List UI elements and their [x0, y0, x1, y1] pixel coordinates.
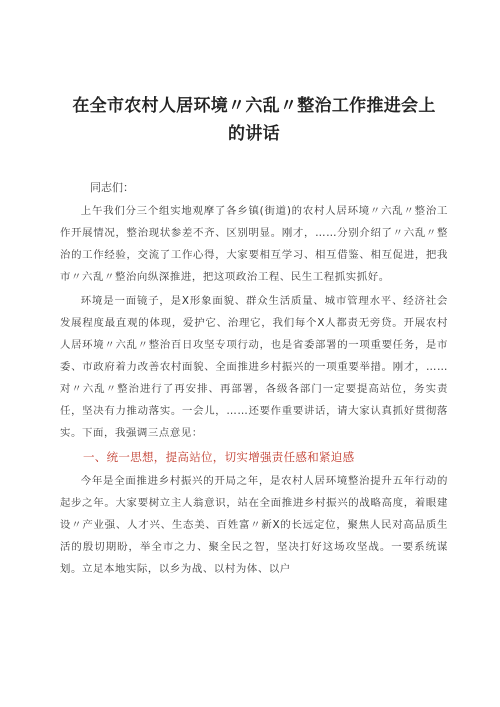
paragraph-1: 上午我们分三个组实地观摩了各乡镇(街道)的农村人居环境〃六乱〃整治工作开展情况，整治现状参差不齐、区别明显。刚才，……分别介绍了〃六乱〃整治的工作经验，交流了工作心得，大家要相互学习、相互借鉴、相互促进，把我市〃六乱〃整治向纵深推进，把这项政治工程、民生工程抓实抓好。 [60, 205, 448, 283]
title-line-1: 在全市农村人居环境〃六乱〃整治工作推进会上 [72, 96, 436, 116]
section-paragraph: 今年是全面推进乡村振兴的开局之年，是农村人居环境整治提升五年行动的起步之年。大家要树立主人翁意识，站在全面推进乡村振兴的战略高度，着眼建设〃产业强、人才兴、生态美、百姓富〃新X的长远定位，聚焦人民对高品质生活的殷切期盼，举全市之力、聚全民之智，坚决打好这场攻坚战。一要系统谋划。立足本地实际，以乡为战、以村为体、以户 [60, 475, 448, 575]
paragraph-2: 环境是一面镜子，是X形象面貌、群众生活质量、城市管理水平、经济社会发展程度最直观的体现，爱护它、治理它，我们每个X人都责无旁贷。开展农村人居环境〃六乱〃整治百日攻坚专项行动，也是省委部署的一项重要任务，是市委、市政府着力改善农村面貌、全面推进乡村振兴的一项重要举措。刚才，……对〃六乱〃整治进行了再安排、再部署，各级各部门一定要提高站位，务实责任，坚决有力推动落实。一会儿，……还要作重要讲话，请大家认真抓好贯彻落实。下面，我强调三点意见： [60, 295, 448, 439]
document-title [60, 92, 448, 148]
salutation: 同志们： [90, 181, 134, 194]
section-heading: 一、统一思想，提高站位，切实增强责任感和紧迫感 [83, 450, 355, 464]
title-line-2: 的讲话 [228, 124, 280, 144]
